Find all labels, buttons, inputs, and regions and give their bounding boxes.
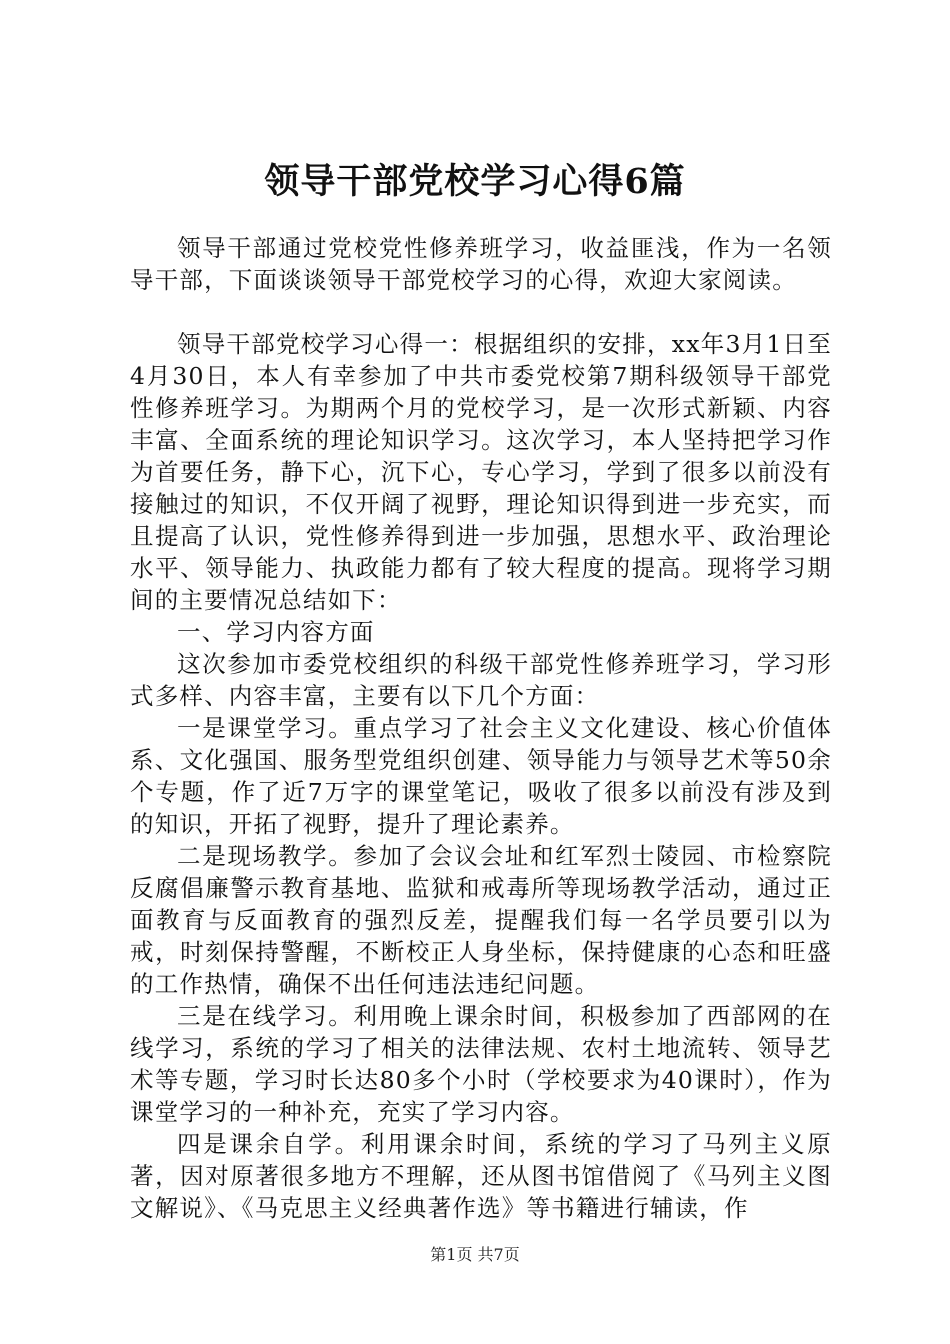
- body-paragraph-5: 三是在线学习。利用晚上课余时间，积极参加了西部网的在线学习，系统的学习了相关的法律法规、农村土地流转、领导艺术等专题，学习时长达80多个小时（学校要求为40课时），作为课堂学习的一种补充，充实了学习内容。: [130, 1002, 832, 1126]
- body-paragraph-1: 领导干部党校学习心得一：根据组织的安排，xx年3月1日至4月30日，本人有幸参加了中共市委党校第7期科级领导干部党性修养班学习。为期两个月的党校学习，是一次形式新颖、内容丰富、全面系统的理论知识学习。这次学习，本人坚持把学习作为首要任务，静下心，沉下心，专心学习，学到了很多以前没有接触过的知识，不仅开阔了视野，理论知识得到进一步充实，而且提高了认识，党性修养得到进一步加强，思想水平、政治理论水平、领导能力、执政能力都有了较大程度的提高。现将学习期间的主要情况总结如下：: [130, 330, 832, 614]
- body-paragraph-2: 这次参加市委党校组织的科级干部党性修养班学习，学习形式多样、内容丰富，主要有以下几个方面：: [130, 650, 832, 710]
- body-paragraph-4: 二是现场教学。参加了会议会址和红军烈士陵园、市检察院反腐倡廉警示教育基地、监狱和戒毒所等现场教学活动，通过正面教育与反面教育的强烈反差，提醒我们每一名学员要引以为戒，时刻保持警醒，不断校正人身坐标，保持健康的心态和旺盛的工作热情，确保不出任何违法违纪问题。: [130, 842, 832, 998]
- page-footer: 第1页 共7页: [430, 1245, 520, 1264]
- document-body: [130, 232, 832, 1224]
- body-paragraph-6: 四是课余自学。利用课余时间，系统的学习了马列主义原著，因对原著很多地方不理解，还从图书馆借阅了《马列主义图文解说》、《马克思主义经典著作选》等书籍进行辅读，作: [130, 1130, 832, 1222]
- body-paragraph-3: 一是课堂学习。重点学习了社会主义文化建设、核心价值体系、文化强国、服务型党组织创建、领导能力与领导艺术等50余个专题，作了近7万字的课堂笔记，吸收了很多以前没有涉及到的知识，开拓了视野，提升了理论素养。: [130, 714, 832, 838]
- intro-paragraph: 领导干部通过党校党性修养班学习，收益匪浅，作为一名领导干部，下面谈谈领导干部党校学习的心得，欢迎大家阅读。: [130, 234, 832, 294]
- document-title: 领导干部党校学习心得6篇: [264, 161, 686, 202]
- paragraph-gap: [130, 296, 832, 328]
- section-heading: 一、学习内容方面: [177, 618, 375, 646]
